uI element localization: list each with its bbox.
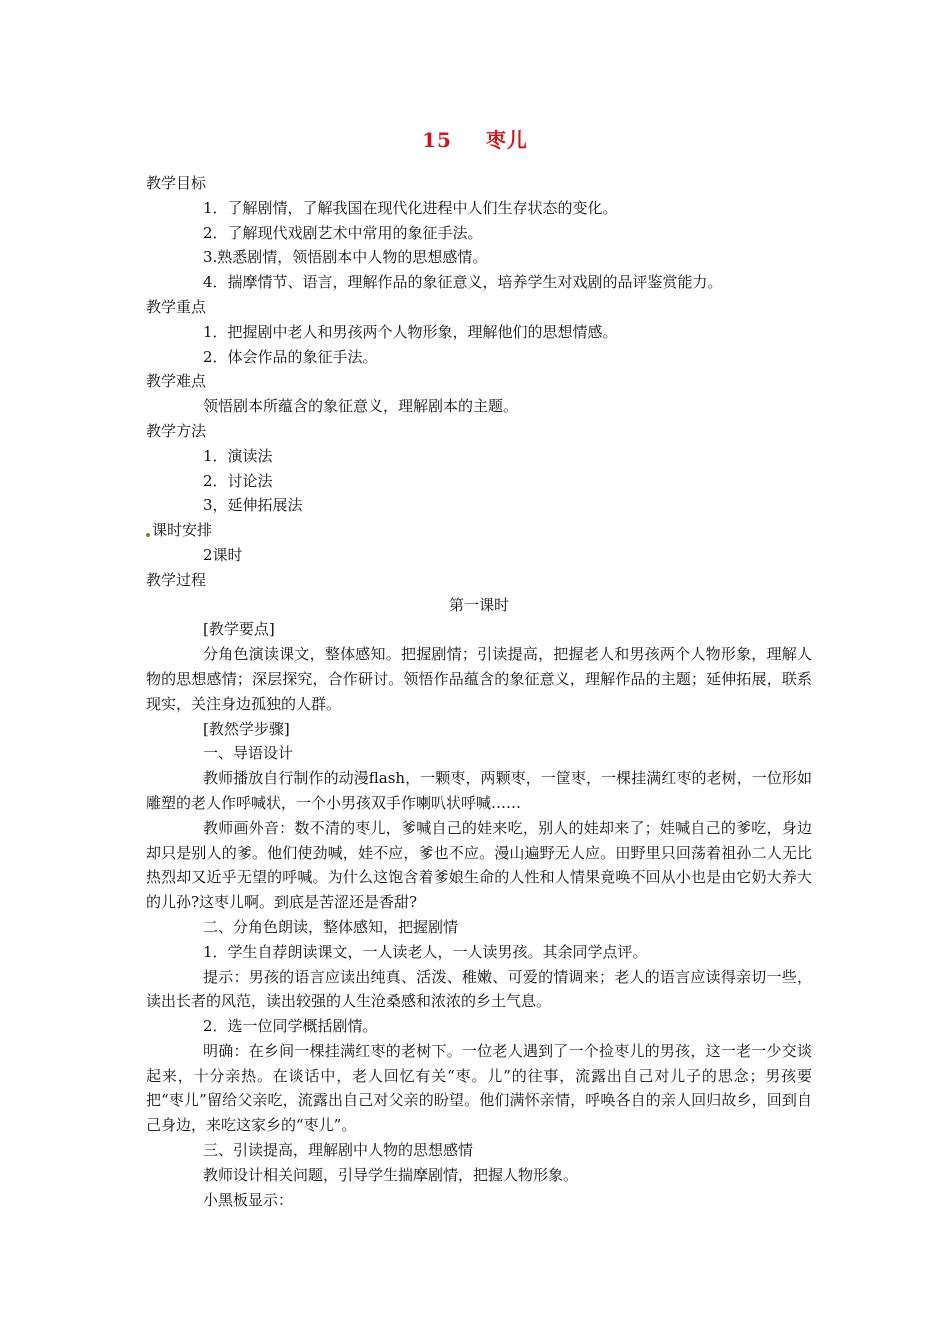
goal-item: 3.熟悉剧情，领悟剧本中人物的思想感情。 [203,248,488,267]
method-item: 1．演读法 [203,446,273,465]
goal-item: 1．了解剧情，了解我国在现代化进程中人们生存状态的变化。 [203,198,618,217]
step3-paragraph: 教师设计相关问题，引导学生揣摩剧情，把握人物形象。 [203,1165,579,1184]
step3-paragraph: 小黑板显示： [203,1190,294,1209]
key-point-item: 2．体会作品的象征手法。 [203,347,378,366]
step2-item: 1．学生自荐朗读课文，一人读老人，一人读男孩。其余同学点评。 [203,942,648,961]
step2-heading: 二、分角色朗读，整体感知，把握剧情 [203,917,459,936]
section-heading-schedule [146,518,812,543]
step2-item: 2．选一位同学概括剧情。 [203,1017,378,1036]
step1-paragraph: 教师播放自行制作的动漫flash，一颗枣，两颗枣，一筐枣，一棵挂满红枣的老树，一位形如雕塑的老人作呼喊状，一个小男孩双手作喇叭状呼喊…… [146,769,812,812]
method-item: 2．讨论法 [203,471,273,490]
section-heading-key-points: 教学重点 [146,297,207,316]
section-heading-methods: 教学方法 [146,421,207,440]
lesson-title: 枣儿 [485,128,528,152]
lesson1-points-label: [教学要点] [203,620,275,639]
schedule-text: 2课时 [203,545,243,564]
document-title [0,124,950,153]
difficulty-text: 领悟剧本所蕴含的象征意义，理解剧本的主题。 [203,397,519,416]
step3-heading: 三、引读提高，理解剧中人物的思想感情 [203,1141,474,1160]
method-item: 3，延伸拓展法 [203,496,303,515]
document-body [146,171,812,1212]
section-heading-process: 教学过程 [146,570,207,589]
goal-item: 4．揣摩情节、语言，理解作品的象征意义，培养学生对戏剧的品评鉴赏能力。 [203,273,723,292]
key-point-item: 1．把握剧中老人和男孩两个人物形象，理解他们的思想情感。 [203,322,618,341]
schedule-heading-text: 课时安排 [152,521,213,540]
stray-mark [146,533,150,537]
section-heading-difficulty: 教学难点 [146,372,207,391]
step2-hint: 提示：男孩的语言应读出纯真、活泼、稚嫩、可爱的情调来；老人的语言应读得亲切一些，读出长者的风范，读出较强的人生沧桑感和浓浓的乡土气息。 [146,967,812,1011]
section-heading-goals: 教学目标 [146,174,207,192]
lesson1-points-text: 分角色演读课文，整体感知。把握剧情；引读提高，把握老人和男孩两个人物形象，理解人物的思想感情；深层探究，合作研讨。领悟作品蕴含的象征意义，理解作品的主题；延伸拓展，联系现实，关注身边孤独的人群。 [146,645,812,713]
lesson1-heading: 第一课时 [448,595,509,614]
lesson-number: 15 [422,128,452,152]
step2-answer: 明确：在乡间一棵挂满红枣的老树下。一位老人遇到了一个捡枣儿的男孩，这一老一少交谈起来，十分亲热。在谈话中，老人回忆有关“枣。儿”的往事，流露出自己对儿子的思念；男孩要把“枣儿”留给父亲吃，流露出自己对父亲的盼望。他们满怀亲情，呼唤各自的亲人回归故乡，回到自己身边，来吃这家乡的“枣儿”。 [146,1041,812,1135]
step1-paragraph: 教师画外音：数不清的枣儿，爹喊自己的娃来吃，别人的娃却来了；娃喊自己的爹吃，身边却只是别人的爹。他们使劲喊，娃不应，爹也不应。漫山遍野无人应。田野里只回荡着祖孙二人无比热烈却又近乎无望的呼喊。为什么这饱含着爹娘生命的人性和人情果竟唤不回从小也是由它奶大养大的儿孙?这枣儿啊。到底是苦涩还是香甜? [146,818,812,912]
step1-heading: 一、导语设计 [203,744,294,763]
lesson1-steps-label: [教然学步骤] [203,719,290,738]
goal-item: 2．了解现代戏剧艺术中常用的象征手法。 [203,223,483,242]
